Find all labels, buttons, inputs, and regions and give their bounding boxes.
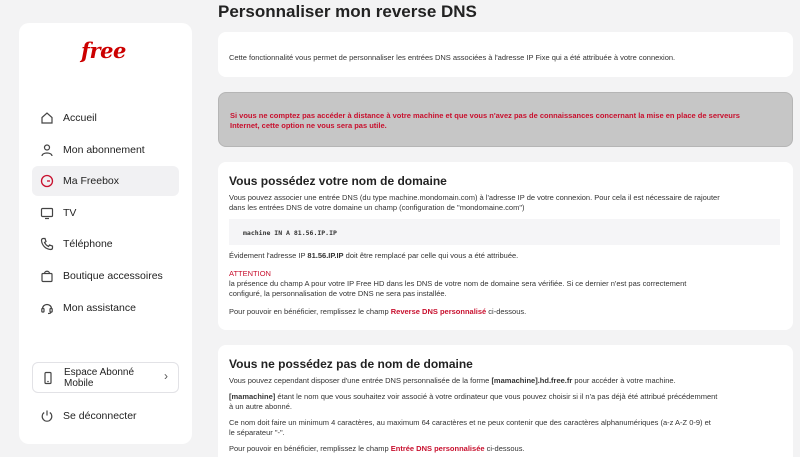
text-fragment: Pour pouvoir en bénéficier, remplissez le champ (229, 307, 391, 316)
espace-abonne-mobile-button[interactable] (32, 362, 179, 393)
text-line: dans les entrées DNS de votre domaine un champ (configuration de "mondomaine.com") (229, 203, 525, 212)
text-fragment: ci-dessous. (486, 307, 527, 316)
reverse-dns-field-link[interactable]: Reverse DNS personnalisé (390, 307, 487, 316)
sidebar-item-ma-freebox[interactable] (32, 166, 179, 196)
sidebar-item-label: Mon abonnement (63, 144, 145, 156)
phone-icon (40, 237, 54, 251)
user-icon (40, 143, 54, 157)
sidebar-item-label: Téléphone (63, 238, 113, 250)
section-paragraph (229, 307, 782, 317)
warning-banner (218, 92, 793, 147)
section-no-domain (218, 345, 793, 457)
section-own-domain (218, 162, 793, 330)
sidebar-item-label: TV (63, 207, 77, 219)
text-line: la présence du champ A pour votre IP Free HD dans les DNS de votre nom de domaine sera vérifiée. Si ce dernier n'est pas correctement (229, 279, 687, 288)
text-fragment: doit être remplacé par celle qui vous a été attribuée. (343, 251, 519, 260)
freebox-icon (40, 174, 54, 188)
custom-dns-field-link[interactable]: Entrée DNS personnalisée (390, 444, 485, 453)
section-paragraph (229, 418, 782, 438)
text-fragment: pour accéder à votre machine. (572, 376, 676, 385)
text-line: Ce nom doit faire un minimum 4 caractères, au maximum 64 caractères et ne peux contenir que des caractères alphanumériques (a-z A-Z 0-9) et (229, 418, 711, 427)
text-fragment: étant le nom que vous souhaitez voir associé à votre ordinateur que vous pouvez choisir si il n'a pas déjà été attribué précédemment (275, 392, 718, 401)
intro-card (218, 32, 793, 77)
sidebar-item-accueil[interactable] (32, 103, 179, 133)
text-fragment: Vous pouvez cependant disposer d'une entrée DNS personnalisée de la forme (229, 376, 492, 385)
power-icon (40, 409, 54, 423)
text-line: à un autre abonné. (229, 402, 292, 411)
sidebar-item-label: Accueil (63, 112, 97, 124)
free-logo[interactable]: free (81, 38, 126, 63)
section-paragraph (229, 376, 782, 386)
espace-label-line1: Espace Abonné (64, 366, 135, 378)
section-paragraph (229, 193, 782, 213)
text-line: Vous pouvez associer une entrée DNS (du type machine.mondomain.com) à l'adresse IP de votre connexion. Pour cela il est nécessaire de rajouter (229, 193, 720, 202)
sidebar-item-mon-assistance[interactable] (32, 293, 179, 323)
text-line: le séparateur "-". (229, 428, 285, 437)
section-title: Vous ne possédez pas de nom de domaine (229, 357, 473, 371)
section-paragraph (229, 444, 782, 454)
section-paragraph (229, 251, 782, 261)
attention-label: ATTENTION (229, 269, 271, 278)
sidebar-item-boutique-accessoires[interactable] (32, 261, 179, 291)
ip-placeholder: 81.56.IP.IP (307, 251, 344, 260)
espace-label-line2: Mobile (64, 377, 94, 389)
text-fragment: ci-dessous. (484, 444, 525, 453)
sidebar-item-telephone[interactable] (32, 229, 179, 259)
section-title: Vous possédez votre nom de domaine (229, 174, 447, 188)
logout-label: Se déconnecter (63, 410, 137, 422)
sidebar-item-mon-abonnement[interactable] (32, 135, 179, 165)
section-paragraph (229, 392, 782, 412)
sidebar-item-label: Ma Freebox (63, 175, 120, 187)
dns-code-block: machine IN A 81.56.IP.IP (229, 219, 780, 245)
sidebar-item-label: Boutique accessoires (63, 270, 163, 282)
espace-label (64, 367, 134, 389)
text-line: configuré, la personnalisation de votre DNS ne sera pas installée. (229, 289, 447, 298)
mobile-icon (41, 371, 55, 385)
sidebar-item-tv[interactable] (32, 198, 179, 228)
home-icon (40, 111, 54, 125)
sidebar (19, 23, 192, 444)
intro-text: Cette fonctionnalité vous permet de personnaliser les entrées DNS associées à l'adresse IP Fixe qui a été attribuée à votre connexion. (229, 53, 676, 62)
chevron-right-icon: › (164, 369, 168, 383)
page-title: Personnaliser mon reverse DNS (218, 2, 477, 21)
attention-paragraph (229, 269, 782, 299)
logout-button[interactable] (32, 401, 179, 431)
sidebar-item-label: Mon assistance (63, 302, 136, 314)
shopping-bag-icon (40, 269, 54, 283)
text-fragment: Évidement l'adresse IP (229, 251, 308, 260)
warning-text-line1: Si vous ne comptez pas accéder à distance à votre machine et que vous n'avez pas de connaissances concernant la mise en place de serveurs (230, 111, 740, 120)
hostname-format: [mamachine].hd.free.fr (491, 376, 573, 385)
tv-icon (40, 206, 54, 220)
warning-text-line2: Internet, cette option ne vous sera pas utile. (230, 121, 387, 130)
text-fragment: Pour pouvoir en bénéficier, remplissez le champ (229, 444, 391, 453)
headset-icon (40, 301, 54, 315)
machine-placeholder: [mamachine] (229, 392, 276, 401)
